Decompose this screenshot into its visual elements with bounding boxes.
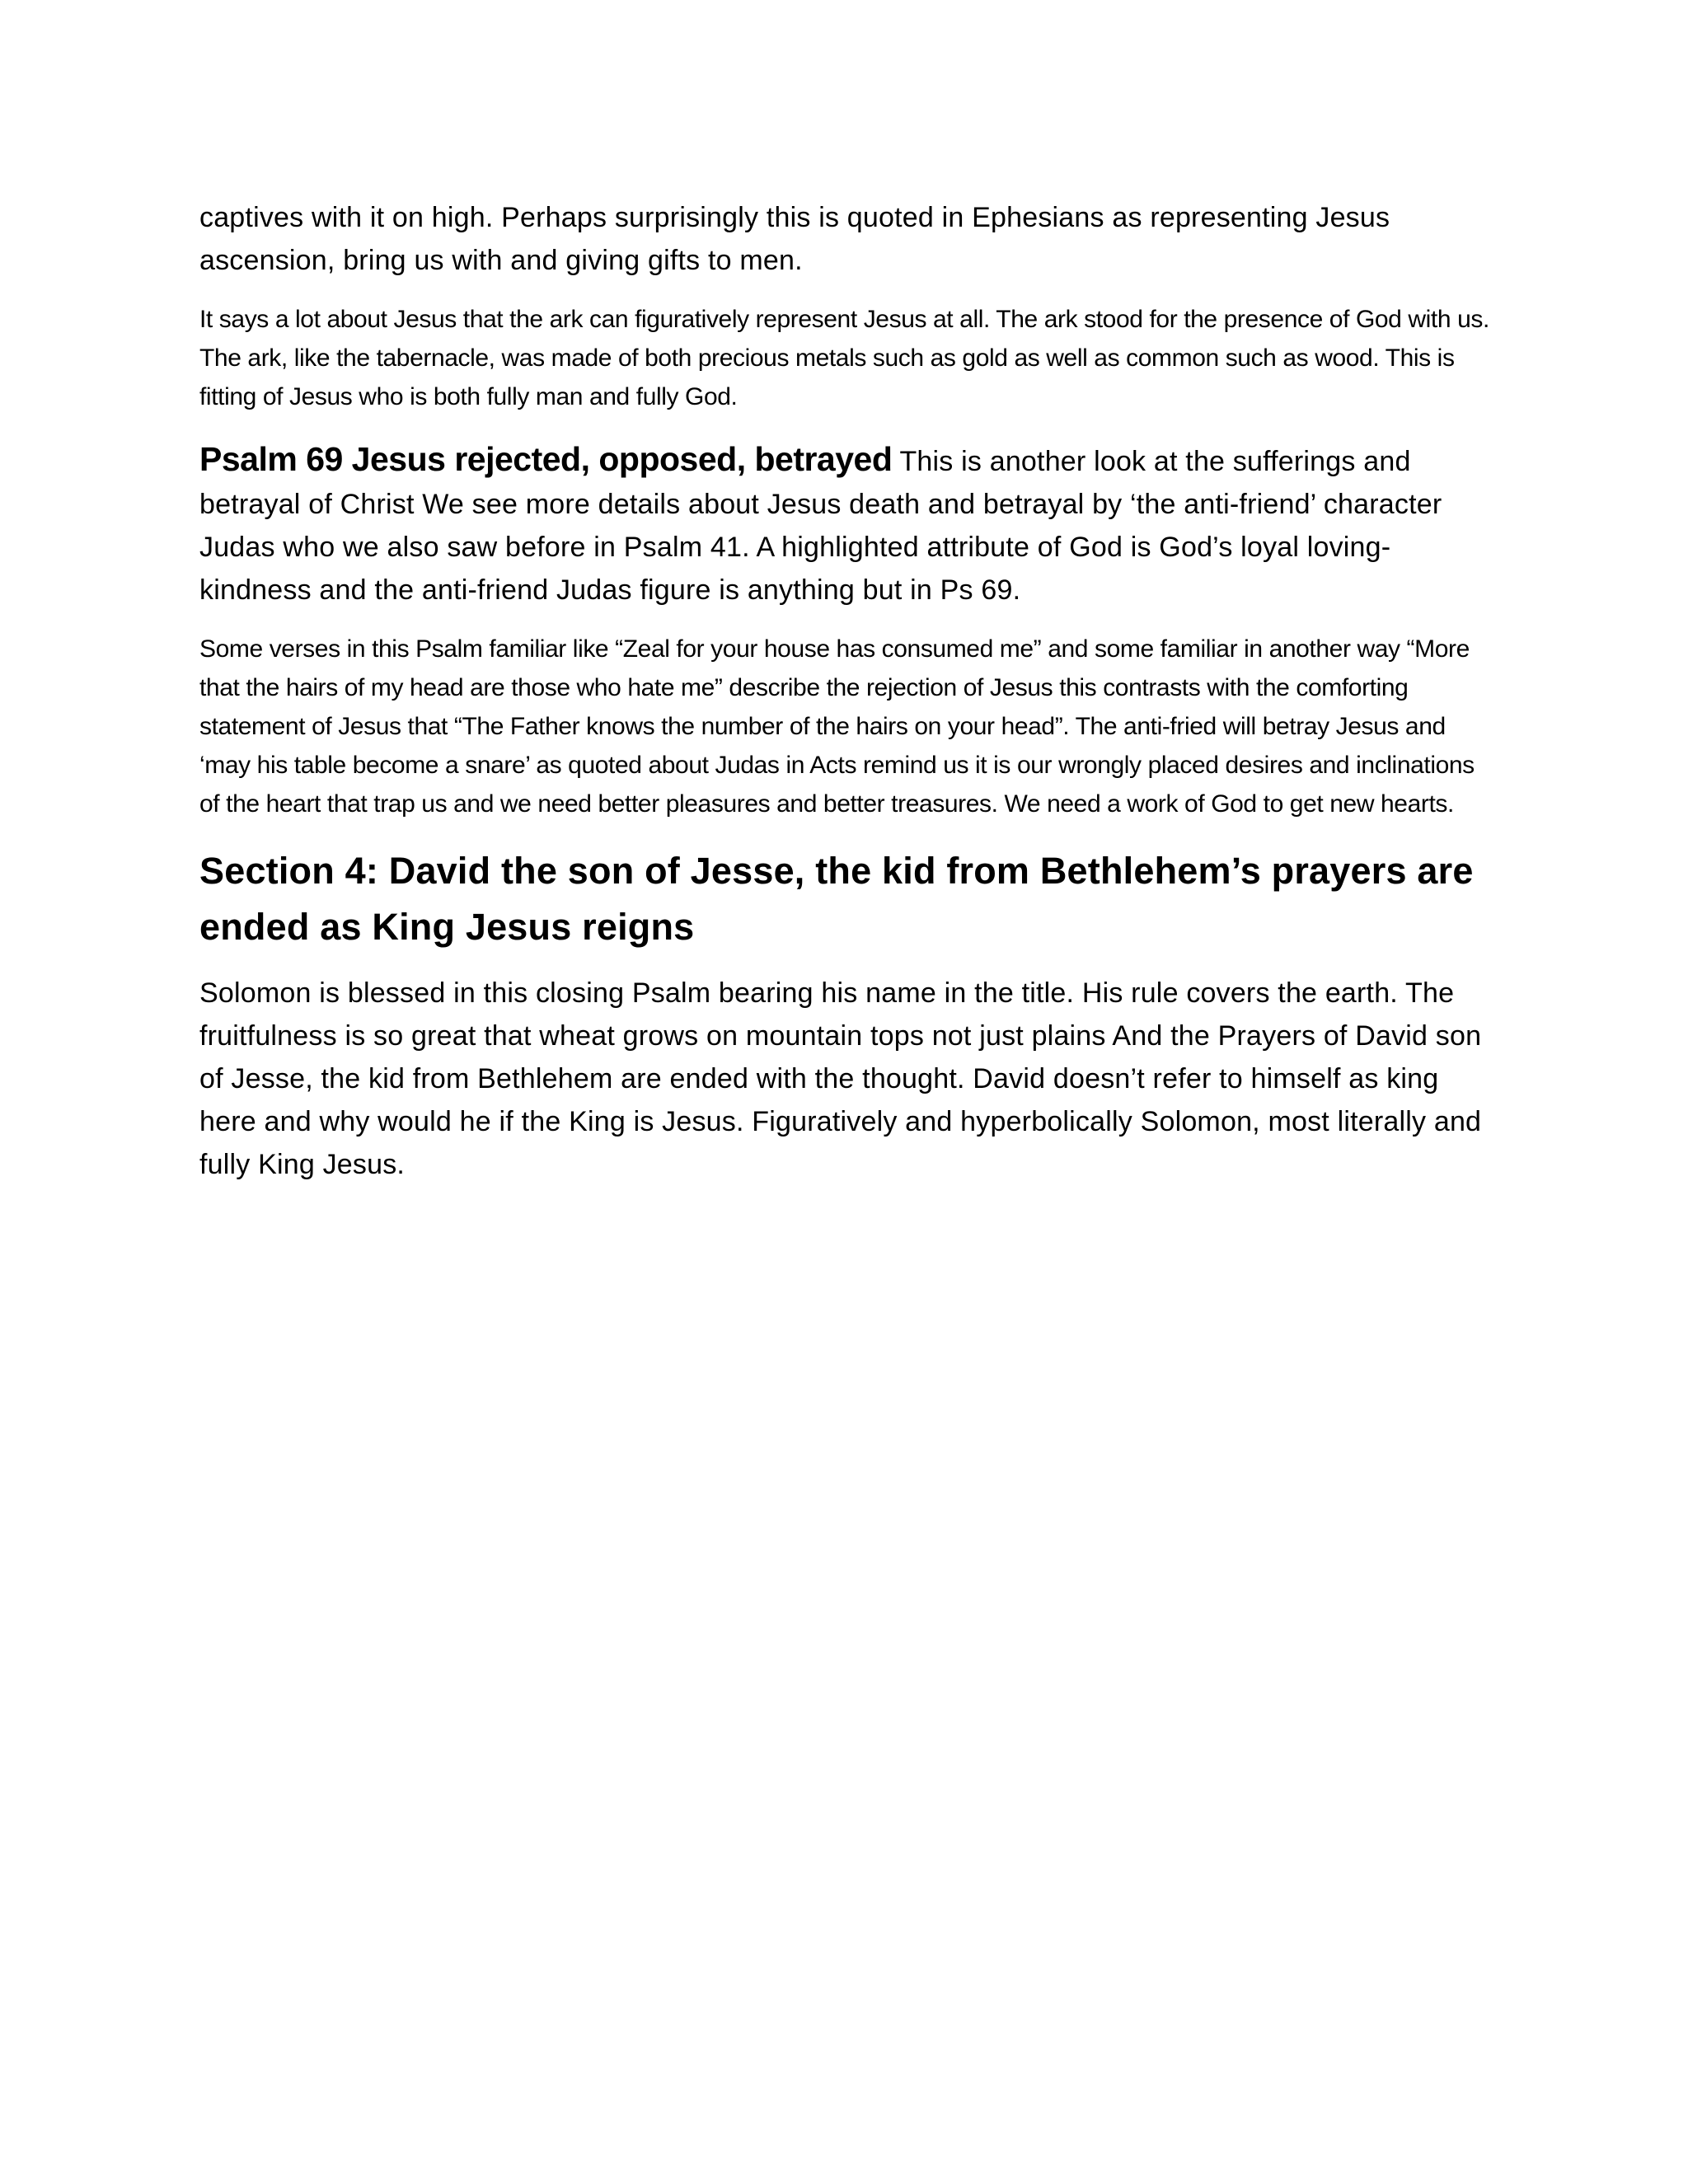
psalm-69-body: This is another look at the sufferings and betrayal of Christ We see more details about Jesus death and betrayal by ‘the anti-friend’ character Judas who we also saw before in Psalm 41. A highlighted attribute of God is God’s loyal loving-kindness and the anti-friend Judas figure is anything but in Ps 69. (199, 446, 1442, 606)
document-body (199, 196, 1493, 1204)
paragraph-ephesians: captives with it on high. Perhaps surprisingly this is quoted in Ephesians as representing Jesus ascension, bring us with and giving gifts to men. (199, 202, 1390, 276)
psalm-69-heading: Psalm 69 Jesus rejected, opposed, betrayed (199, 440, 893, 478)
section-4-heading: Section 4: David the son of Jesse, the kid from Bethlehem’s prayers are ended as King Jesus reigns (199, 850, 1474, 948)
paragraph-verses: Some verses in this Psalm familiar like “Zeal for your house has consumed me” and some familiar in another way “More that the hairs of my head are those who hate me” describe the rejection of Jesus this contrasts with the comforting statement of Jesus that “The Father knows the number of the hairs on your head”. The anti-fried will betray Jesus and ‘may his table become a snare’ as quoted about Judas in Acts remind us it is our wrongly placed desires and inclinations of the heart that trap us and we need better pleasures and better treasures. We need a work of God to get new hearts. (199, 635, 1475, 818)
paragraph-psalm-69 (199, 438, 1493, 612)
paragraph-ark: It says a lot about Jesus that the ark can figuratively represent Jesus at all. The ark stood for the presence of God with us. The ark, like the tabernacle, was made of both precious metals such as gold as well as common such as wood. This is fitting of Jesus who is both fully man and fully God. (199, 306, 1489, 410)
paragraph-solomon: Solomon is blessed in this closing Psalm bearing his name in the title. His rule covers the earth. The fruitfulness is so great that wheat grows on mountain tops not just plains And the Prayers of David son of Jesse, the kid from Bethlehem are ended with the thought. David doesn’t refer to himself as king here and why would he if the King is Jesus. Figuratively and hyperbolically Solomon, most literally and fully King Jesus. (199, 977, 1482, 1180)
